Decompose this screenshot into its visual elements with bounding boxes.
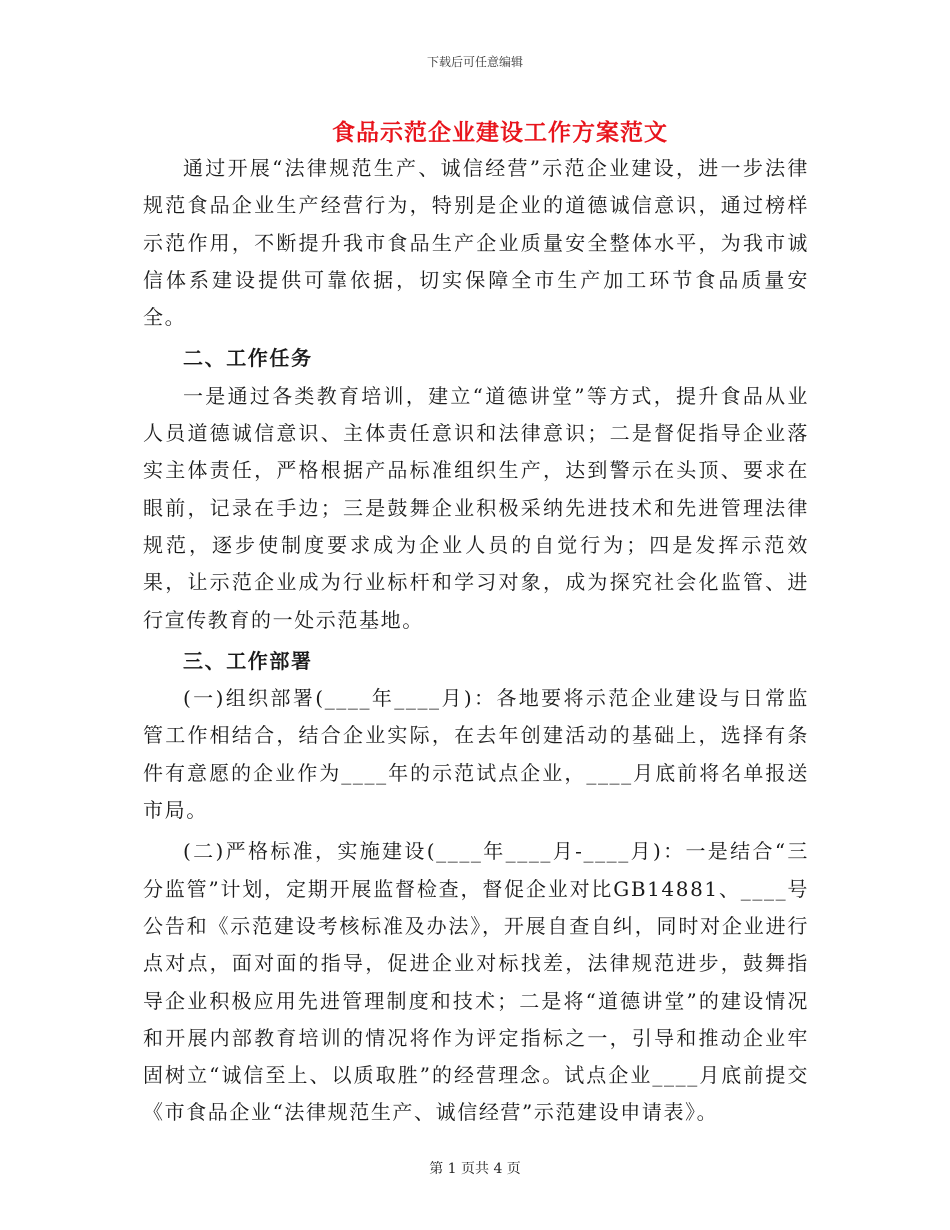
section-heading-deployment: 三、工作部署 [183, 648, 313, 673]
deployment-paragraph-2: (二)严格标准，实施建设(____年____月-____月)：一是结合“三分监管”计划，定期开展监督检查，督促企业对比GB14881、____号公告和《示范建设考核标准及办法》，开展自查自纠，同时对企业进行点对点，面对面的指导，促进企业对标找差，法律规范进步，鼓舞指导企业积极应用先进管理制度和技术；二是将“道德讲堂”的建设情况和开展内部教育培训的情况将作为评定指标之一，引导和推动企业牢固树立“诚信至上、以质取胜”的经营理念。试点企业____月底前提交《市食品企业“法律规范生产、诚信经营”示范建设申请表》。 [143, 839, 809, 1125]
deployment-paragraph-1: (一)组织部署(____年____月)：各地要将示范企业建设与日常监管工作相结合，结合企业实际，在去年创建活动的基础上，选择有条件有意愿的企业作为____年的示范试点企业，____月底前将名单报送市局。 [143, 686, 809, 823]
section-heading-tasks: 二、工作任务 [183, 346, 313, 371]
tasks-paragraph: 一是通过各类教育培训，建立“道德讲堂”等方式，提升食品从业人员道德诚信意识、主体责任意识和法律意识；二是督促指导企业落实主体责任，严格根据产品标准组织生产，达到警示在头顶、要求在眼前，记录在手边；三是鼓舞企业积极采纳先进技术和先进管理法律规范，逐步使制度要求成为企业人员的自觉行为；四是发挥示范效果，让示范企业成为行业标杆和学习对象，成为探究社会化监管、进行宣传教育的一处示范基地。 [143, 383, 809, 632]
page-indicator: 第 1 页共 4 页 [429, 1161, 521, 1177]
document-body [143, 150, 809, 1132]
header-note: 下载后可任意编辑 [426, 55, 523, 69]
document-title: 食品示范企业建设工作方案范文 [332, 119, 668, 146]
intro-paragraph: 通过开展“法律规范生产、诚信经营”示范企业建设，进一步法律规范食品企业生产经营行为，特别是企业的道德诚信意识，通过榜样示范作用，不断提升我市食品生产企业质量安全整体水平，为我市诚信体系建设提供可靠依据，切实保障全市生产加工环节食品质量安全。 [143, 156, 809, 330]
